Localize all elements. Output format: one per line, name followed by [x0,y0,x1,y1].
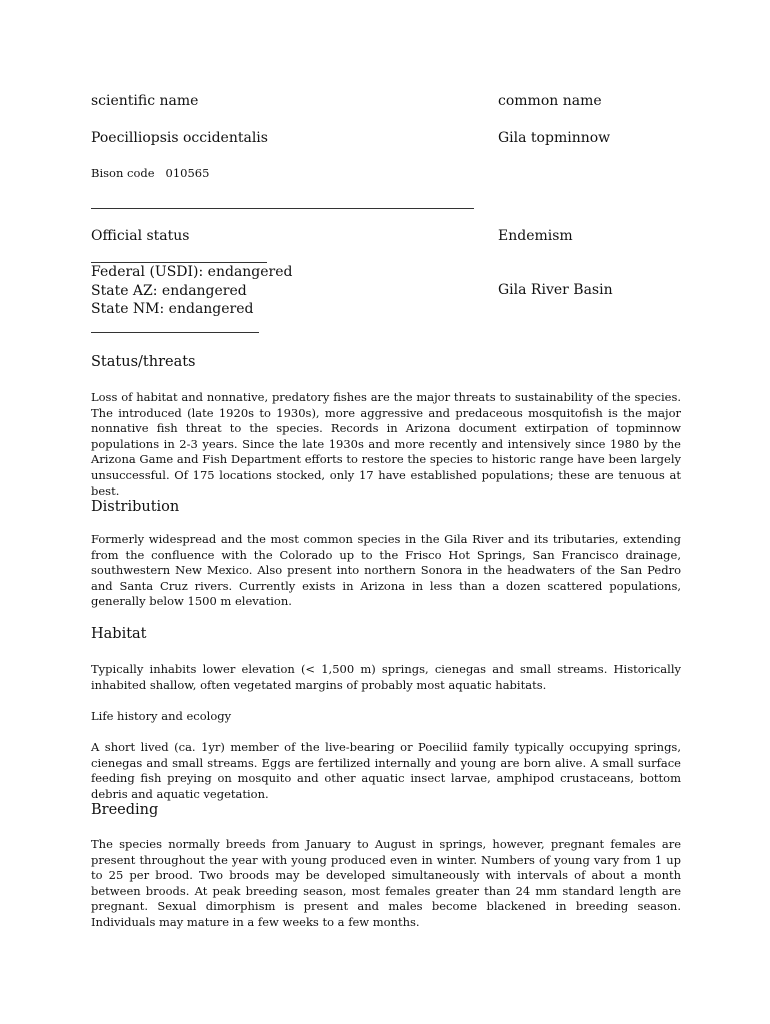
bison-code-value: 010565 [165,166,210,180]
official-status-heading: Official status [91,228,190,244]
common-name-value: Gila topminnow [498,130,611,146]
habitat-text: Typically inhabits lower elevation (< 1,500 m) springs, cienegas and small streams. Historically inhabited shallow, often vegetated margins of probably most aquatic habitats. [91,662,681,692]
divider-header [91,208,474,209]
distribution-heading: Distribution [91,499,180,515]
endemism-heading: Endemism [498,228,573,244]
bison-code-label: Bison code [91,166,155,180]
divider-status-bottom [91,332,259,333]
distribution-text: Formerly widespread and the most common species in the Gila River and its tributaries, extending from the confluence with the Colorado up to the Frisco Hot Springs, San Francisco drainage, southwestern New Mexico. Also present into northern Sonora in the headwaters of the San Pedro and Santa Cruz rivers. Currently exists in Arizona in less than a dozen scattered populations, generally below 1500 m elevation. [91,532,681,609]
breeding-text: The species normally breeds from January to August in springs, however, pregnant females are present throughout the year with young produced even in winter. Numbers of young vary from 1 up to 25 per brood. Two broods may be developed simultaneously with intervals of about a month between broods. At peak breeding season, most females greater than 24 mm standard length are pregnant. Sexual dimorphism is present and males become blackened in breeding season. Individuals may mature in a few weeks to a few months. [91,837,681,929]
scientific-name-label: scientific name [91,93,199,109]
common-name-label: common name [498,93,602,109]
life-history-heading: Life history and ecology [91,709,232,723]
habitat-heading: Habitat [91,626,147,642]
life-history-text: A short lived (ca. 1yr) member of the live-bearing or Poeciliid family typically occupying springs, cienegas and small streams. Eggs are fertilized internally and young are born alive. A small surface feeding fish preying on mosquito and other aquatic insect larvae, amphipod crustaceans, bottom debris and aquatic vegetation. [91,740,681,801]
endemism-value: Gila River Basin [498,282,613,298]
breeding-heading: Breeding [91,802,159,818]
official-status-list [91,263,293,319]
status-state-az: State AZ: endangered [91,282,247,299]
status-threats-text: Loss of habitat and nonnative, predatory fishes are the major threats to sustainability of the species. The introduced (late 1920s to 1930s), more aggressive and predaceous mosquitofish is the major nonnative fish threat to the species. Records in Arizona document extirpation of topminnow populations in 2-3 years. Since the late 1930s and more recently and intensively since 1980 by the Arizona Game and Fish Department efforts to restore the species to historic range have been largely unsuccessful. Of 175 locations stocked, only 17 have established populations; these are tenuous at best. [91,390,681,498]
status-threats-heading: Status/threats [91,354,196,370]
status-state-nm: State NM: endangered [91,301,254,317]
status-federal: Federal (USDI): endangered [91,264,293,280]
bison-code [91,166,209,180]
scientific-name-value: Poecilliopsis occidentalis [91,130,268,146]
